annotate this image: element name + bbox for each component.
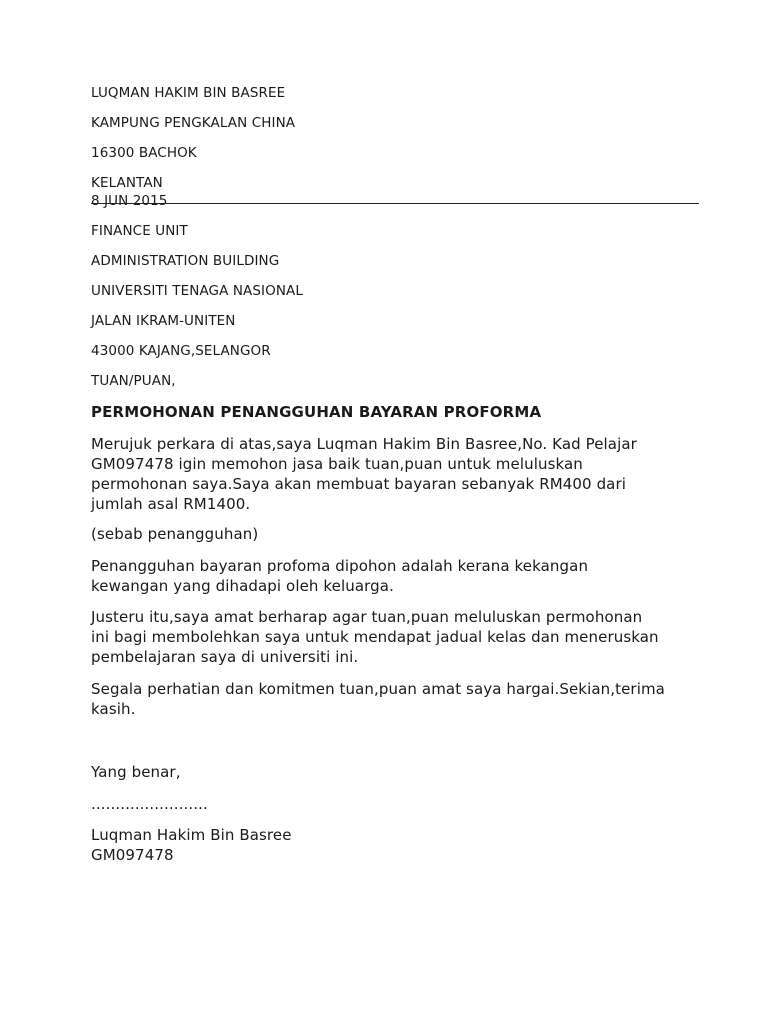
sender-name: LUQMAN HAKIM BIN BASREE <box>91 85 286 101</box>
recipient-line-3: UNIVERSITI TENAGA NASIONAL <box>91 283 304 299</box>
sender-address-line-2: 16300 BACHOK <box>91 145 197 161</box>
recipient-line-1: FINANCE UNIT <box>91 223 188 239</box>
signature-line: ........................ <box>91 795 208 813</box>
letter-subject: PERMOHONAN PENANGGUHAN BAYARAN PROFORMA <box>91 403 542 421</box>
salutation: TUAN/PUAN, <box>91 373 176 389</box>
sender-address-line-1: KAMPUNG PENGKALAN CHINA <box>91 115 296 131</box>
body-paragraph-2: (sebab penangguhan) <box>91 525 259 543</box>
sender-address-line-3: KELANTAN <box>91 175 163 191</box>
closing-valediction: Yang benar, <box>91 763 181 781</box>
recipient-line-4: JALAN IKRAM-UNITEN <box>91 313 236 329</box>
horizontal-divider <box>91 203 699 204</box>
body-paragraph-5: Segala perhatian dan komitmen tuan,puan amat saya hargai.Sekian,terima kasih. <box>91 680 665 718</box>
recipient-line-5: 43000 KAJANG,SELANGOR <box>91 343 271 359</box>
body-paragraph-4: Justeru itu,saya amat berharap agar tuan,puan meluluskan permohonan ini bagi membolehkan saya untuk mendapat jadual kelas dan meneruskan pembelajaran saya di universiti ini. <box>91 608 659 666</box>
recipient-line-2: ADMINISTRATION BUILDING <box>91 253 280 269</box>
body-paragraph-1: Merujuk perkara di atas,saya Luqman Hakim Bin Basree,No. Kad Pelajar GM097478 igin memohon jasa baik tuan,puan untuk meluluskan permohonan saya.Saya akan membuat bayaran sebanyak RM400 dari jumlah asal RM1400. <box>91 435 637 513</box>
letter-date: 8 JUN 2015 <box>91 193 168 209</box>
body-paragraph-3: Penangguhan bayaran profoma dipohon adalah kerana kekangan kewangan yang dihadapi oleh keluarga. <box>91 557 589 595</box>
signatory-name: Luqman Hakim Bin Basree <box>91 826 292 844</box>
signatory-id: GM097478 <box>91 846 174 864</box>
